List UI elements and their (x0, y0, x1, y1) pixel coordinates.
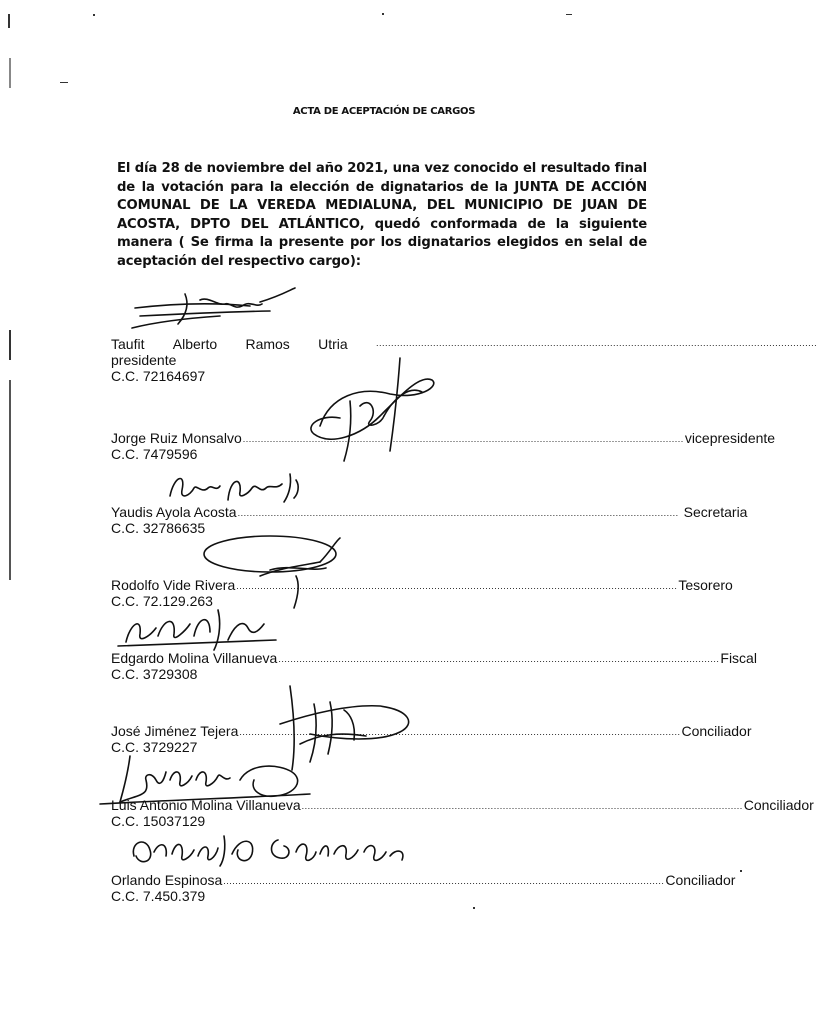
scan-speck (9, 58, 11, 88)
signatory-id: C.C. 32786635 (111, 520, 206, 536)
dot-leader: ................................................................................................................................................... (223, 876, 665, 886)
signatory-role: presidente (111, 352, 177, 368)
signatory-name: Jorge Ruiz Monsalvo (111, 430, 242, 446)
dot-leader: ................................................................................................................................................... (278, 654, 720, 664)
dot-leader: ................................................................................................................................................... (239, 727, 681, 737)
signatory-role: Conciliador (681, 723, 752, 739)
signatory-name-word: Taufit (111, 336, 145, 352)
signatory-name: José Jiménez Tejera (111, 723, 239, 739)
signatory-id: C.C. 3729308 (111, 666, 198, 682)
signature-president (130, 286, 300, 331)
signatory-role: Conciliador (665, 872, 736, 888)
signature-tesorero (200, 532, 350, 612)
dot-leader: ................................................................................................................................................... (236, 581, 678, 591)
signature-conciliador-2 (100, 750, 320, 810)
signatory-name: Rodolfo Vide Rivera (111, 577, 236, 593)
signatory-id: C.C. 7.450.379 (111, 888, 206, 904)
dot-leader: ................................................................................................................................................... (237, 508, 679, 518)
signature-vicepresident (300, 356, 445, 466)
signatory-role: Fiscal (720, 650, 757, 666)
signatory-name-word: Ramos (245, 336, 290, 352)
signature-secretaria (150, 466, 310, 516)
scan-speck (566, 14, 572, 15)
signatory-role: Tesorero (678, 577, 733, 593)
signatory-name: Luis Antonio Molina Villanueva (111, 797, 301, 813)
signatory-id: C.C. 72164697 (111, 368, 206, 384)
intro-paragraph: El día 28 de noviembre del año 2021, una vez conocido el resultado final de la votación para la elección de dignatarios de la JUNTA DE ACCIÓN COMUNAL DE LA VEREDA MEDIALUNA, DEL MUNICIPIO DE JUAN DE ACOSTA, DPTO DEL ATLÁNTICO, quedó conformada de la siguiente manera ( Se firma la presente por los dignatarios elegidos en selal de aceptación del respectivo cargo): (117, 161, 647, 269)
scan-speck (93, 14, 95, 16)
signatory-id: C.C. 72.129.263 (111, 593, 213, 609)
dot-leader: ................................................................................................................................................... (301, 801, 743, 811)
signatory-id: C.C. 15037129 (111, 813, 206, 829)
signatory-name-word: Alberto (172, 336, 218, 352)
signatory-entry (111, 577, 733, 609)
document-title: ACTA DE ACEPTACIÓN DE CARGOS (292, 106, 476, 117)
signature-conciliador-3 (120, 826, 410, 876)
scan-speck (8, 14, 10, 28)
signatory-role: Conciliador (743, 797, 814, 813)
signatory-name: Orlando Espinosa (111, 872, 223, 888)
signatory-role: vicepresidente (684, 430, 776, 446)
signatory-role: Secretaria (683, 504, 748, 520)
signatory-name-word: Utria (318, 336, 348, 352)
scan-speck (9, 330, 11, 360)
scan-speck (382, 13, 384, 15)
dot-leader: ................................................................................................................................................... (242, 434, 684, 444)
signature-fiscal (118, 606, 278, 654)
signatory-id: C.C. 7479596 (111, 446, 198, 462)
signatory-name: Edgardo Molina Villanueva (111, 650, 278, 666)
scan-speck (740, 870, 742, 872)
scan-speck (9, 380, 11, 580)
signatory-entry (111, 650, 757, 682)
signatory-name: Yaudis Ayola Acosta (111, 504, 237, 520)
dot-leader: ................................................................................................................................................... (376, 338, 817, 348)
scan-speck (473, 907, 475, 909)
signatory-id: C.C. 3729227 (111, 739, 198, 755)
signatory-entry (111, 872, 736, 904)
scan-speck (60, 82, 68, 83)
